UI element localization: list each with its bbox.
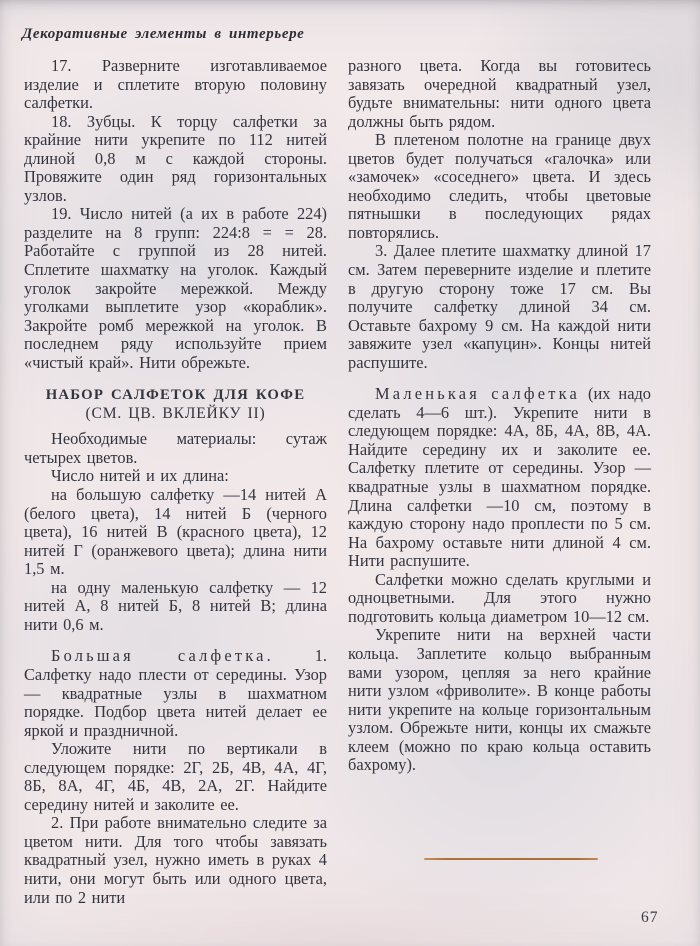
paragraph-step-19: 19. Число нитей (а их в работе 224) разделите на 8 групп: 224:8 = = 28. Работайте с группой из 28 нитей. Сплетите шахматку на уголок. Каждый уголок закройте мережкой. Между уголками выплетите узор «кораблик». Закройте ромб мережкой на уголок. В последнем ряду используйте прием «чистый край». Нити обрежьте. xyxy=(24,204,327,372)
paragraph-small-napkin xyxy=(348,385,651,570)
paragraph-color-border: В плетеном полотне на границе двух цветов будет получаться «галочка» или «замочек» «соседнего» цвета. И здесь необходимо следить, чтобы цветовые пятнышки в последующих рядах повторялись. xyxy=(348,130,651,242)
section-title: НАБОР САЛФЕТОК ДЛЯ КОФЕ xyxy=(45,387,306,404)
paragraph-text-small-napkin: (их надо сделать 4—6 шт.). Укрепите нити в следующем порядке: 4А, 8Б, 4А, 8В, 4А. Найдите середину их и заколите ее. Салфетку плетите от середины. Узор — квадратные узлы в шахматном порядке. Длина салфетки —10 см, поэтому в каждую сторону надо проплести по 5 см. На бахрому оставьте нити длиной 4 см. Нити распушите. xyxy=(348,384,651,571)
right-column xyxy=(348,57,651,775)
running-header: Декоративные элементы в интерьере xyxy=(22,26,305,42)
section-subtitle: (СМ. ЦВ. ВКЛЕЙКУ II) xyxy=(85,404,266,422)
paragraph-lead-big-napkin: Большая салфетка. xyxy=(51,646,274,666)
paragraph-step-18: 18. Зубцы. К торцу салфетки за крайние нити укрепите по 112 нитей длиной 0,8 м с каждой стороны. Провяжите один ряд горизонтальных узлов. xyxy=(24,111,327,205)
page-number: 67 xyxy=(641,909,659,926)
paragraph-thread-order: Уложите нити по вертикали в следующем порядке: 2Г, 2Б, 4В, 4А, 4Г, 8Б, 8А, 4Г, 4Б, 4В, 2А, 2Г. Найдите середину нитей и заколите ее. xyxy=(24,739,327,814)
paragraph-materials: Необходимые материалы: сутаж четырех цветов. xyxy=(24,429,327,467)
paragraph-step-2: 2. При работе внимательно следите за цветом нити. Для того чтобы завязать квадратный узел, нужно иметь в руках 4 нити, они могут быть или одного цвета, или по 2 нити xyxy=(24,813,327,907)
paragraph-ring-finish: Укрепите нити на верхней части кольца. Заплетите кольцо выбранным вами узором, цепляя за него крайние нити узлом «фриволите». В конце работы нити укрепите на кольце горизонтальным узлом. Обрежьте нити, концы их смажьте клеем (можно по краю кольца оставить бахрому). xyxy=(348,625,651,775)
paragraph-big-napkin-threads: на большую салфетку —14 нитей А (белого цвета), 14 нитей Б (черного цвета), 16 нитей В (красного цвета), 12 нитей Г (оранжевого цвета); длина нити 1,5 м. xyxy=(24,485,327,579)
paragraph-step-17: 17. Разверните изготавливаемое изделие и сплетите вторую половину салфетки. xyxy=(24,56,327,113)
paragraph-big-napkin-step-1 xyxy=(24,647,327,740)
section-divider-rule xyxy=(424,858,598,860)
paragraph-thread-count-label: Число нитей и их длина: xyxy=(51,466,229,486)
paragraph-step-2-continued: разного цвета. Когда вы готовитесь завязать очередной квадратный узел, будьте внимательны: нити одного цвета должны быть рядом. xyxy=(348,56,651,131)
paragraph-step-3: 3. Далее плетите шахматку длиной 17 см. Затем переверните изделие и плетите в другую сторону тоже 17 см. Вы получите салфетку длиной 34 см. Оставьте бахрому 9 см. На каждой нити завяжите узел «капуцин». Концы нитей распушите. xyxy=(348,241,651,372)
paragraph-round-napkins: Салфетки можно сделать круглыми и одноцветными. Для этого нужно подготовить кольца диаметром 10—12 см. xyxy=(348,569,651,626)
left-column xyxy=(24,57,327,907)
paragraph-text-big-napkin: 1. Салфетку надо плести от середины. Узор — квадратные узлы в шахматном порядке. Подбор цвета нитей делает ее яркой и праздничной. xyxy=(24,646,327,740)
paragraph-small-napkin-threads: на одну маленькую салфетку — 12 нитей А, 8 нитей Б, 8 нитей В; длина нити 0,6 м. xyxy=(24,577,327,634)
paragraph-lead-small-napkin: Маленькая салфетка xyxy=(375,384,580,404)
